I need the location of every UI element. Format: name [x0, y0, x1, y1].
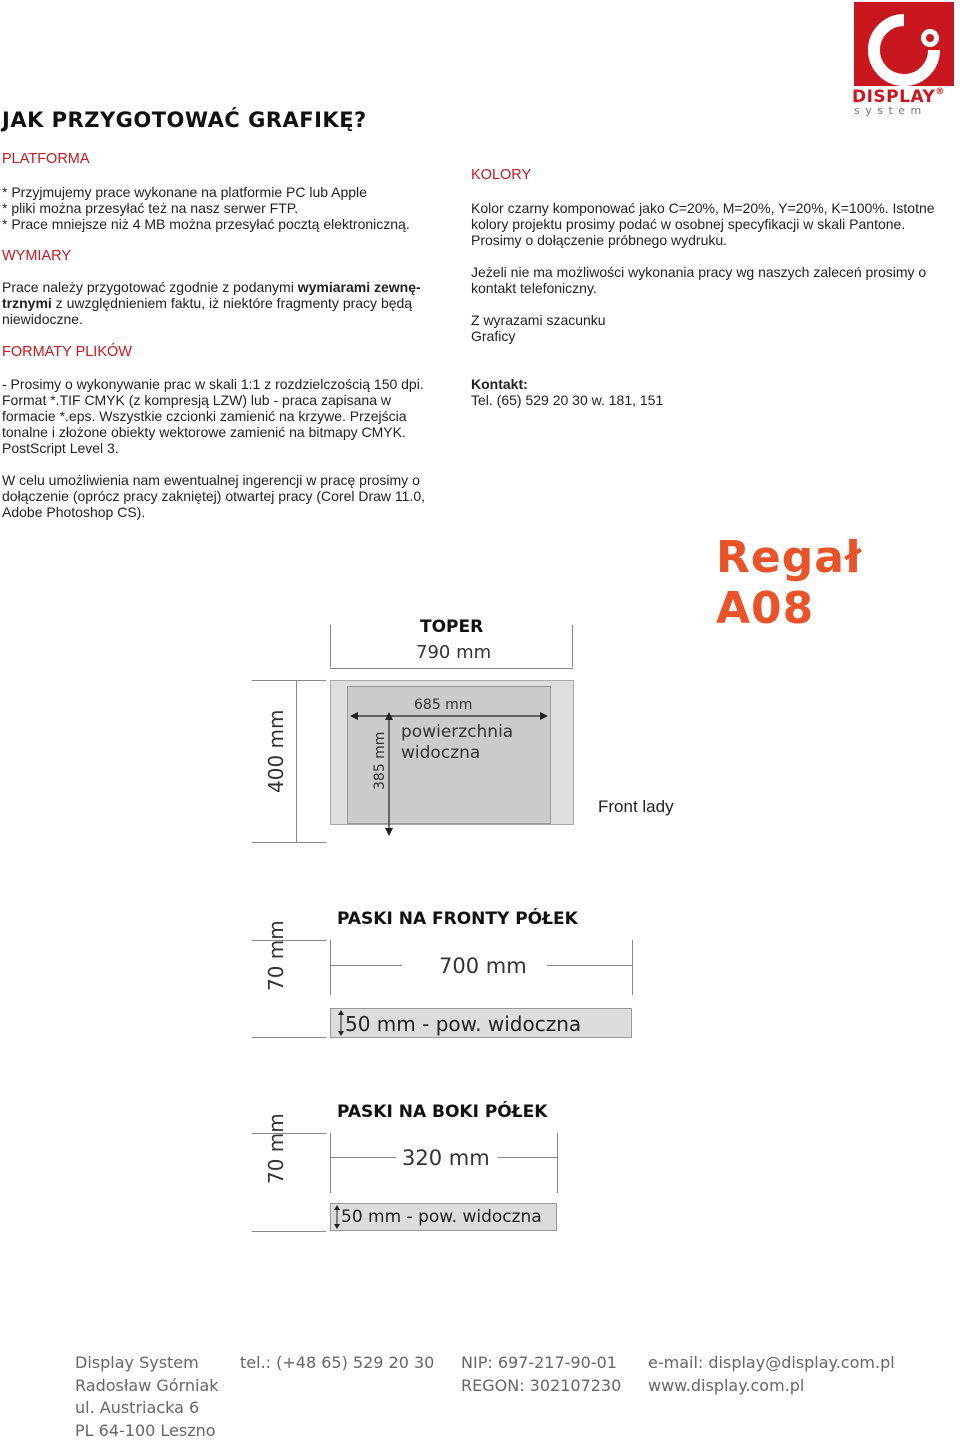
footer-line: Display System [75, 1352, 219, 1375]
dim-tick [252, 1037, 326, 1038]
dim-tick [330, 1133, 331, 1193]
dim-tick [330, 940, 331, 995]
greeting [471, 312, 606, 344]
dim-tick [557, 1133, 558, 1193]
arrow-vertical [333, 1205, 341, 1229]
page-title: JAK PRZYGOTOWAĆ GRAFIKĘ? [2, 108, 367, 132]
text-line: formacie *.eps. Wszystkie czcionki zamienić na krzywe. Przejścia [2, 408, 424, 424]
paski-fronty-visible: 50 mm - pow. widoczna [345, 1012, 581, 1036]
contact-note [471, 264, 926, 296]
footer-contact [648, 1352, 895, 1397]
footer-line: tel.: (+48 65) 529 20 30 [240, 1352, 434, 1375]
toper-visible-width: 685 mm [414, 697, 472, 713]
logo-sub: s y s t e m [854, 104, 922, 117]
section-title-kolory: KOLORY [471, 167, 531, 183]
text-line: Adobe Photoshop CS). [2, 504, 425, 520]
paski-fronty-height: 70 mm [264, 920, 288, 991]
front-lady-label: Front lady [598, 797, 674, 817]
text-line: * pliki można przesyłać też na nasz serwer FTP. [2, 200, 410, 216]
toper-visible-height: 385 mm [372, 732, 388, 790]
text-bold: trznymi [2, 295, 52, 311]
text-line: W celu umożliwienia nam ewentualnej ingerencji w pracę prosimy o [2, 472, 425, 488]
footer-ids [461, 1352, 621, 1397]
footer-line: REGON: 302107230 [461, 1375, 621, 1398]
text-line: Kolor czarny komponować jako C=20%, M=20%, Y=20%, K=100%. Istotne [471, 200, 935, 216]
toper-label: TOPER [420, 617, 483, 637]
double-arrow-icon [333, 1205, 341, 1229]
text-line: kolory projektu prosimy podać w osobnej specyfikacji w skali Pantone. [471, 216, 935, 232]
dim-tick [572, 625, 573, 667]
text-fragment: Prace należy przygotować zgodnie z podanymi [2, 279, 298, 295]
kontakt-title: Kontakt: [471, 376, 528, 392]
text-line: Z wyrazami szacunku [471, 312, 606, 328]
wymiary-text [2, 279, 442, 327]
paski-boki-width: 320 mm [402, 1146, 490, 1170]
kolory-text [471, 200, 935, 248]
text-line: kontakt telefoniczny. [471, 280, 926, 296]
registered-mark: ® [935, 87, 945, 97]
text-line: * Przyjmujemy prace wykonane na platformie PC lub Apple [2, 184, 410, 200]
formaty-text [2, 376, 424, 456]
paski-boki-label: PASKI NA BOKI PÓŁEK [337, 1102, 547, 1122]
dim-tick [330, 625, 331, 667]
text-line: Prosimy o dołączenie próbnego wydruku. [471, 232, 935, 248]
section-title-wymiary: WYMIARY [2, 248, 71, 264]
paski-boki-visible: 50 mm - pow. widoczna [341, 1207, 542, 1227]
text-line: Jeżeli nie ma możliwości wykonania pracy wg naszych zaleceń prosimy o [471, 264, 926, 280]
text-line: powierzchnia [401, 722, 513, 743]
toper-height: 400 mm [264, 710, 288, 794]
paski-boki-height: 70 mm [264, 1113, 288, 1184]
dim-tick [252, 1231, 326, 1232]
product-title: Regał A08 [716, 532, 960, 634]
text-line: * Prace mniejsze niż 4 MB można przesyłać pocztą elektroniczną. [2, 216, 410, 232]
text-line: tonalne i złożone obiekty wektorowe zamienić na bitmapy CMYK. [2, 424, 424, 440]
footer-phone [240, 1352, 434, 1375]
footer-company [75, 1352, 219, 1442]
text-line: Graficy [471, 328, 606, 344]
footer-line: ul. Austriacka 6 [75, 1397, 219, 1420]
text-line: widoczna [401, 743, 513, 764]
dim-line [330, 1157, 396, 1158]
dim-line [547, 965, 632, 966]
dim-tick [632, 940, 633, 995]
kontakt [471, 376, 663, 408]
dim-line [330, 668, 573, 669]
text-fragment: z uwzględnieniem faktu, iż niektóre fragmenty pracy będą [52, 295, 412, 311]
kontakt-tel: Tel. (65) 529 20 30 w. 181, 151 [471, 392, 663, 408]
text-line: PostScript Level 3. [2, 440, 424, 456]
footer-line: Radosław Górniak [75, 1375, 219, 1398]
paski-fronty-width: 700 mm [439, 954, 527, 978]
footer-email[interactable]: e-mail: display@display.com.pl [648, 1352, 895, 1375]
text-bold: wymiarami zewnę- [298, 279, 421, 295]
dim-line [296, 680, 297, 842]
toper-width: 790 mm [416, 642, 491, 663]
dim-line [498, 1157, 557, 1158]
text-line: Format *.TIF CMYK (z kompresją LZW) lub - praca zapisana w [2, 392, 424, 408]
visible-area-label [401, 722, 513, 764]
platforma-text [2, 184, 410, 232]
text-line: - Prosimy o wykonywanie prac w skali 1:1 z rozdzielczością 150 dpi. [2, 376, 424, 392]
dim-tick [252, 680, 326, 681]
footer-line: NIP: 697-217-90-01 [461, 1352, 621, 1375]
text-line: dołączenie (oprócz pracy zakniętej) otwartej pracy (Corel Draw 11.0, [2, 488, 425, 504]
ingerencja-text [2, 472, 425, 520]
section-title-platforma: PLATFORMA [2, 151, 90, 167]
footer-line: PL 64-100 Leszno [75, 1420, 219, 1442]
dim-line [330, 965, 402, 966]
dim-tick [252, 842, 326, 843]
paski-fronty-label: PASKI NA FRONTY PÓŁEK [337, 909, 578, 929]
logo-text: DISPLAY [852, 87, 935, 107]
text-line: niewidoczne. [2, 311, 442, 327]
section-title-formaty: FORMATY PLIKÓW [2, 344, 132, 360]
footer-website[interactable]: www.display.com.pl [648, 1375, 895, 1398]
